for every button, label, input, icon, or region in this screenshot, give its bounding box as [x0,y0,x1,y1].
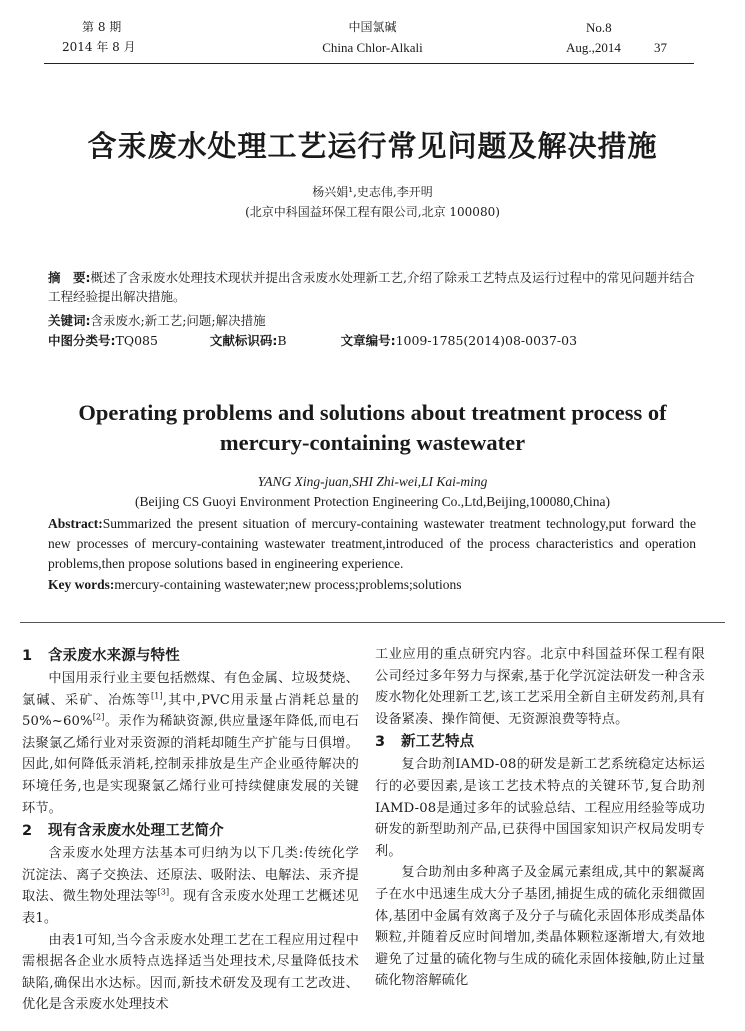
section-2-heading [22,819,359,843]
section-divider [20,622,725,623]
keywords-en-text: mercury-containing wastewater;new process;problems;solutions [114,577,462,592]
keywords-cn-text: 含汞废水;新工艺;问题;解决措施 [90,313,266,328]
citation-2: [2] [92,712,105,722]
section-2-number: 2 [22,823,33,840]
text-run: 。汞作为稀缺资源,供应量逐年降低,而电石法聚氯乙烯行业对汞资源的消耗却随生产扩能与日俱增。因此,如何降低汞消耗,控制汞排放是生产企业亟待解决的环境任务,也是实现聚氯乙烯行业可持续健康发展的关键环节。 [22,714,359,816]
abstract-cn-text: 概述了含汞废水处理技术现状并提出含汞废水处理新工艺,介绍了除汞工艺特点及运行过程中的常见问题并结合工程经验提出解决措施。 [48,270,695,304]
affiliation-en: (Beijing CS Guoyi Environment Protection Engineering Co.,Ltd,Beijing,100080,China) [134,494,611,509]
section-3-heading [375,730,705,754]
text-run: 中国用汞行业主要包括燃煤、有色金属、垃圾焚烧、氯碱、采矿、冶炼等 [22,671,359,708]
doc-code-label: 文献标识码: [209,333,278,348]
text-run: 。现有含汞废水处理工艺概述见表1。 [22,889,359,926]
continued-paragraph: 工业应用的重点研究内容。北京中科国益环保工程有限公司经过多年努力与探索,基于化学沉淀法研发一种含汞废水物化处理新工艺,该工艺采用全新自主研发药剂,具有设备紧凑、操作简便、无资源浪费等特点。 [375,647,705,727]
header-issue-cn: 第 8 期 [82,20,122,34]
abstract-cn-label: 摘 要: [48,270,91,285]
abstract-cn [48,268,698,306]
section-1-heading [22,644,359,668]
keywords-cn-label: 关键词: [48,313,91,328]
section-2-paragraph-1 [22,843,359,929]
header-journal-en: China Chlor-Alkali [322,40,423,55]
abstract-en-label: Abstract: [48,516,103,531]
header-page-number: 37 [654,40,667,55]
left-column [22,644,359,1016]
authors-cn: 杨兴娟¹,史志伟,李开明 [312,185,433,199]
clc-label: 中图分类号: [48,333,116,348]
doc-code-value: B [277,333,287,348]
section-1-paragraph [22,668,359,819]
right-column [375,644,705,992]
article-number-value: 1009-1785(2014)08-0037-03 [395,333,578,348]
section-1-number: 1 [22,648,33,664]
paper-title-en-line1: Operating problems and solutions about treatment process of [78,400,667,425]
text-run: 含汞废水处理方法基本可归纳为以下几类:传统化学沉淀法、离子交换法、还原法、吸附法、电解法、汞齐提取法、微生物处理法等 [22,846,359,905]
affiliation-cn: (北京中科国益环保工程有限公司,北京 100080) [245,205,500,219]
header-rule [44,63,694,64]
abstract-en [48,514,696,574]
header-journal-cn: 中国氯碱 [348,20,397,34]
authors-en: YANG Xing-juan,SHI Zhi-wei,LI Kai-ming [257,474,488,489]
article-number-label: 文章编号: [340,333,396,348]
section-2-paragraph-2: 由表1可知,当今含汞废水处理工艺在工程应用过程中需根据各企业水质特点选择适当处理技术,尽量降低技术缺陷,确保出水达标。因而,新技术研发及现有工艺改进、优化是含汞废水处理技术 [22,932,359,1013]
header-issue-en: No.8 [586,20,612,35]
abstract-en-text: Summarized the present situation of mercury-containing wastewater treatment technology,put forward the new processes of mercury-containing wastewater treatment,introduced of the process characteristics and operation problems,then propose solutions based in engineering experience. [48,516,696,571]
keywords-cn [48,311,698,330]
citation-3: [3] [157,887,170,897]
keywords-en-label: Key words: [48,577,115,592]
citation-1: [1] [150,691,163,701]
paper-title-cn: 含汞废水处理工艺运行常见问题及解决措施 [87,129,658,163]
text-run: ,其中,PVC用汞量占消耗总量的50%~60% [22,692,359,730]
section-3-title: 新工艺特点 [401,734,475,751]
keywords-en [48,575,696,595]
header-date-cn: 2014 年 8 月 [62,40,136,54]
section-2-title: 现有含汞废水处理工艺简介 [48,823,224,840]
section-1-title: 含汞废水来源与特性 [48,648,180,664]
section-3-number: 3 [375,734,386,751]
clc-value: TQ085 [115,333,158,348]
classification-line [48,331,698,350]
section-3-paragraph-1: 复合助剂IAMD-08的研发是新工艺系统稳定达标运行的必要因素,是该工艺技术特点的关键环节,复合助剂IAMD-08是通过多年的试验总结、工程应用经验等成功研发的新型助剂产品,已获得中国国家知识产权局发明专利。 [375,757,705,859]
paper-title-en-line2: mercury-containing wastewater [219,430,526,455]
header-date-en: Aug.,2014 [566,40,621,55]
section-3-paragraph-2: 复合助剂由多种离子及金属元素组成,其中的絮凝离子在水中迅速生成大分子基团,捕捉生成的硫化汞细微固体,基团中金属有效离子及分子与硫化汞固体形成类晶体颗粒,并随着反应时间增加,类晶体颗粒逐渐增大,有效地避免了过量的硫化物与生成的硫化汞固体接触,防止过量硫化物溶解硫化 [375,865,705,989]
